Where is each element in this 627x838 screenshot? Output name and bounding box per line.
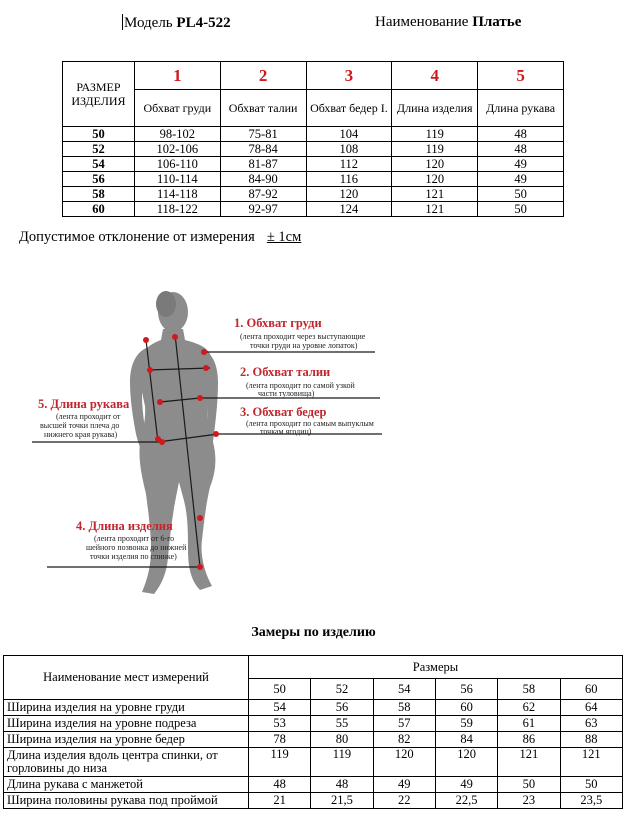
product-name-heading — [375, 14, 521, 31]
callout-sleeve — [38, 397, 130, 439]
callout-hip-desc-1: (лента проходит по самым выпуклым — [246, 419, 374, 428]
measurement-value: 121 — [498, 748, 560, 777]
measurement-value: 64 — [560, 700, 622, 716]
text-cursor — [122, 14, 123, 30]
callout-chest-title: 1. Обхват груди — [234, 316, 322, 330]
measurement-value: 84 — [435, 732, 497, 748]
measurement-row — [4, 732, 623, 748]
callout-chest-desc-1: (лента проходит через выступающие — [240, 332, 366, 341]
measurement-name-header: Наименование мест измерений — [4, 656, 249, 700]
model-label: Модель — [124, 15, 177, 31]
size-table-cell: 119 — [392, 127, 478, 142]
size-table-cell: 120 — [306, 187, 392, 202]
size-table-cell: 114-118 — [134, 187, 220, 202]
measurement-value: 22 — [373, 793, 435, 809]
callout-hip-title: 3. Обхват бедер — [240, 405, 327, 419]
callout-waist-desc-2: части туловища) — [258, 389, 315, 398]
tolerance-note — [19, 229, 301, 246]
measurement-value: 50 — [498, 777, 560, 793]
callout-garment-length — [76, 519, 187, 561]
measurement-value: 121 — [560, 748, 622, 777]
measurement-name: Ширина изделия на уровне груди — [4, 700, 249, 716]
size-table-row — [63, 142, 564, 157]
measurements-header-row — [4, 656, 623, 679]
measurement-value: 88 — [560, 732, 622, 748]
size-table-cell: 120 — [392, 172, 478, 187]
measurement-value: 119 — [248, 748, 310, 777]
column-header: Длина изделия — [392, 90, 478, 127]
measurement-name: Ширина изделия на уровне подреза — [4, 716, 249, 732]
size-cell: 52 — [63, 142, 135, 157]
size-column-header: 52 — [311, 679, 373, 700]
callout-waist-desc-1: (лента проходит по самой узкой — [246, 381, 355, 390]
size-table-cell: 75-81 — [220, 127, 306, 142]
measurement-value: 57 — [373, 716, 435, 732]
tolerance-text: Допустимое отклонение от измерения — [19, 229, 255, 245]
column-number: 5 — [478, 62, 564, 90]
callout-sleeve-desc-1: (лента проходит от — [56, 412, 121, 421]
measurement-value: 22,5 — [435, 793, 497, 809]
size-table-row — [63, 202, 564, 217]
size-table-cell: 81-87 — [220, 157, 306, 172]
callout-hip — [240, 405, 374, 436]
measurement-value: 78 — [248, 732, 310, 748]
size-table-cell: 106-110 — [134, 157, 220, 172]
measurement-row — [4, 716, 623, 732]
measurement-value: 61 — [498, 716, 560, 732]
model-heading — [122, 14, 231, 32]
size-table-cell: 110-114 — [134, 172, 220, 187]
size-table-cell: 84-90 — [220, 172, 306, 187]
callout-sleeve-desc-3: нижнего края рукава) — [44, 430, 118, 439]
size-cell: 54 — [63, 157, 135, 172]
column-number: 3 — [306, 62, 392, 90]
measurement-value: 49 — [435, 777, 497, 793]
size-column-header: 50 — [248, 679, 310, 700]
size-table-cell: 48 — [478, 142, 564, 157]
column-header: Обхват талии — [220, 90, 306, 127]
measurement-value: 21 — [248, 793, 310, 809]
silhouette-hair — [156, 291, 176, 317]
size-table-cell: 50 — [478, 202, 564, 217]
size-table-cell: 48 — [478, 127, 564, 142]
measurement-value: 21,5 — [311, 793, 373, 809]
measurement-value: 23,5 — [560, 793, 622, 809]
measurement-row — [4, 748, 623, 777]
size-column-header: 58 — [498, 679, 560, 700]
measurement-value: 56 — [311, 700, 373, 716]
column-header: Обхват груди — [134, 90, 220, 127]
measurement-diagram — [30, 282, 400, 607]
measurement-value: 119 — [311, 748, 373, 777]
size-table-cell: 104 — [306, 127, 392, 142]
measurements-title: Замеры по изделию — [251, 625, 376, 640]
measurement-name: Длина рукава с манжетой — [4, 777, 249, 793]
callout-sleeve-desc-2: высшей точки плеча до — [40, 421, 120, 430]
size-table-cell: 120 — [392, 157, 478, 172]
column-header: Длина рукава — [478, 90, 564, 127]
size-cell: 56 — [63, 172, 135, 187]
measurement-value: 54 — [248, 700, 310, 716]
sizes-header: Размеры — [248, 656, 622, 679]
callout-sleeve-title: 5. Длина рукава — [38, 397, 130, 411]
size-column-header: 60 — [560, 679, 622, 700]
size-table-row — [63, 127, 564, 142]
measurement-name: Ширина половины рукава под проймой — [4, 793, 249, 809]
column-number: 2 — [220, 62, 306, 90]
size-table-cell: 49 — [478, 172, 564, 187]
measurement-value: 48 — [248, 777, 310, 793]
callout-chest-desc-2: точки груди на уровне лопаток) — [250, 341, 358, 350]
callout-length-title: 4. Длина изделия — [76, 519, 173, 533]
measurement-row — [4, 793, 623, 809]
size-table-cell: 108 — [306, 142, 392, 157]
callout-waist-title: 2. Обхват талии — [240, 365, 331, 379]
size-cell: 58 — [63, 187, 135, 202]
measurement-value: 55 — [311, 716, 373, 732]
measurement-row — [4, 777, 623, 793]
product-name-label: Наименование — [375, 14, 473, 30]
size-table-cell: 98-102 — [134, 127, 220, 142]
size-table-cell: 116 — [306, 172, 392, 187]
measurement-name: Ширина изделия на уровне бедер — [4, 732, 249, 748]
callout-length-desc-2: шейного позвонка до нижней — [86, 543, 187, 552]
measurement-value: 49 — [373, 777, 435, 793]
measurement-row — [4, 700, 623, 716]
column-header: Обхват бедер I. — [306, 90, 392, 127]
tolerance-value: ± 1см — [266, 229, 302, 245]
size-table-cell: 121 — [392, 202, 478, 217]
size-table-cell: 121 — [392, 187, 478, 202]
measurement-value: 23 — [498, 793, 560, 809]
size-table-cell: 87-92 — [220, 187, 306, 202]
size-cell: 60 — [63, 202, 135, 217]
measurement-name: Длина изделия вдоль центра спинки, от горловины до низа — [4, 748, 249, 777]
measurement-value: 86 — [498, 732, 560, 748]
measurements-table — [3, 655, 623, 809]
callout-length-desc-3: точки изделия по спинке) — [90, 552, 177, 561]
measurement-value: 50 — [560, 777, 622, 793]
size-table-cell: 102-106 — [134, 142, 220, 157]
column-number: 1 — [134, 62, 220, 90]
measurement-value: 48 — [311, 777, 373, 793]
size-table — [62, 61, 564, 217]
size-table-cell: 78-84 — [220, 142, 306, 157]
column-number: 4 — [392, 62, 478, 90]
measurement-value: 60 — [435, 700, 497, 716]
size-column-header: 56 — [435, 679, 497, 700]
size-table-cell: 124 — [306, 202, 392, 217]
measurement-value: 120 — [373, 748, 435, 777]
size-table-cell: 112 — [306, 157, 392, 172]
measurement-value: 59 — [435, 716, 497, 732]
product-name-value: Платье — [472, 14, 522, 30]
size-table-cell: 92-97 — [220, 202, 306, 217]
size-column-header: РАЗМЕР ИЗДЕЛИЯ — [63, 62, 135, 127]
size-table-cell: 119 — [392, 142, 478, 157]
callout-chest — [234, 316, 366, 350]
size-table-cell: 118-122 — [134, 202, 220, 217]
measurement-value: 58 — [373, 700, 435, 716]
model-value: PL4-522 — [176, 15, 231, 31]
measurement-value: 120 — [435, 748, 497, 777]
size-table-row — [63, 157, 564, 172]
measurement-value: 53 — [248, 716, 310, 732]
measurement-value: 63 — [560, 716, 622, 732]
size-column-header: 54 — [373, 679, 435, 700]
size-table-cell: 49 — [478, 157, 564, 172]
callout-hip-desc-2: точкам ягодиц) — [260, 427, 312, 436]
size-table-row — [63, 172, 564, 187]
size-table-number-row — [63, 62, 564, 90]
size-table-label-row — [63, 90, 564, 127]
size-table-cell: 50 — [478, 187, 564, 202]
size-cell: 50 — [63, 127, 135, 142]
measurement-value: 62 — [498, 700, 560, 716]
callout-waist — [240, 365, 355, 398]
callout-length-desc-1: (лента проходит от 6-го — [94, 534, 175, 543]
measurement-value: 82 — [373, 732, 435, 748]
size-table-row — [63, 187, 564, 202]
measurement-value: 80 — [311, 732, 373, 748]
